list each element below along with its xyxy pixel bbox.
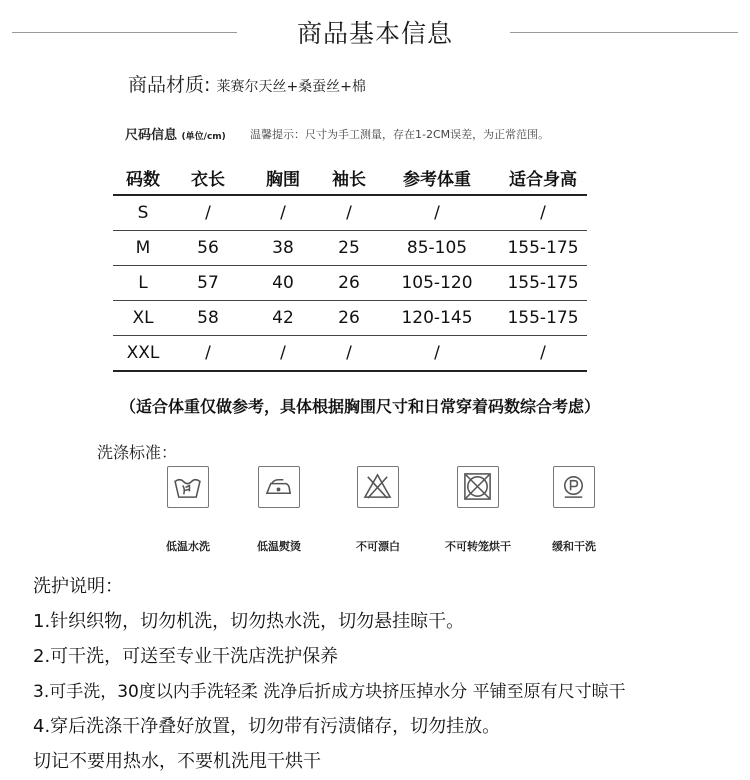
table-cell: S <box>113 195 173 231</box>
table-cell: / <box>375 195 499 231</box>
table-row <box>113 231 587 266</box>
header-cell: 衣长 <box>173 160 243 195</box>
low-temp-wash-icon <box>167 466 209 508</box>
table-cell: XL <box>113 301 173 336</box>
table-cell: M <box>113 231 173 266</box>
table-cell: 40 <box>243 266 323 301</box>
table-cell: 58 <box>173 301 243 336</box>
wash-icon-label: 缓和干洗 <box>552 540 596 553</box>
size-info-unit: (单位/cm) <box>181 132 226 142</box>
size-note: 温馨提示：尺寸为手工测量，存在1-2CM误差，为正常范围。 <box>250 128 550 141</box>
table-cell: / <box>323 195 375 231</box>
table-cell: 120-145 <box>375 301 499 336</box>
table-cell: 38 <box>243 231 323 266</box>
table-cell: / <box>375 336 499 372</box>
table-cell: 56 <box>173 231 243 266</box>
wash-standard-label: 洗涤标准： <box>97 443 178 462</box>
material-label: 商品材质: <box>128 74 211 96</box>
wash-icons-row <box>0 466 750 556</box>
size-info-label: 尺码信息 <box>125 128 178 143</box>
wash-icon-label: 不可漂白 <box>356 540 400 553</box>
table-cell: / <box>173 195 243 231</box>
wash-icon-label: 不可转笼烘干 <box>445 540 511 553</box>
table-cell: / <box>499 195 587 231</box>
no-tumble-dry-icon <box>457 466 499 508</box>
table-cell: 155-175 <box>499 301 587 336</box>
care-line: 切记不要用热水，不要机洗甩干烘干 <box>33 751 321 772</box>
table-cell: 25 <box>323 231 375 266</box>
size-info-heading <box>125 124 226 143</box>
header-cell: 参考体重 <box>375 160 499 195</box>
care-line: 2.可干洗，可送至专业干洗店洗护保养 <box>33 646 339 667</box>
table-cell: 26 <box>323 266 375 301</box>
material-value: 莱赛尔天丝+桑蚕丝+棉 <box>216 79 366 95</box>
table-cell: / <box>243 336 323 372</box>
table-cell: 26 <box>323 301 375 336</box>
table-row <box>113 301 587 336</box>
header-cell: 袖长 <box>323 160 375 195</box>
care-line: 3.可手洗，30度以内手洗轻柔 洗净后折成方块挤压掉水分 平铺至原有尺寸晾干 <box>33 682 626 702</box>
table-cell: 105-120 <box>375 266 499 301</box>
care-heading: 洗护说明： <box>33 576 123 597</box>
material-row <box>128 70 366 97</box>
low-temp-iron-icon <box>258 466 300 508</box>
size-advice: （适合体重仅做参考，具体根据胸围尺寸和日常穿着码数综合考虑） <box>119 397 600 416</box>
header-cell: 适合身高 <box>499 160 587 195</box>
header-cell: 码数 <box>113 160 173 195</box>
table-row <box>113 195 587 231</box>
care-line: 4.穿后洗涤干净叠好放置，切勿带有污渍储存，切勿挂放。 <box>33 716 501 737</box>
table-cell: 42 <box>243 301 323 336</box>
gentle-dry-clean-icon <box>553 466 595 508</box>
table-cell: L <box>113 266 173 301</box>
table-row <box>113 336 587 372</box>
care-line: 1.针织织物，切勿机洗，切勿热水洗，切勿悬挂晾干。 <box>33 611 465 632</box>
table-row <box>113 266 587 301</box>
table-cell: / <box>499 336 587 372</box>
table-cell: / <box>243 195 323 231</box>
size-table <box>113 160 587 372</box>
table-cell: 57 <box>173 266 243 301</box>
wash-icon-label: 低温熨烫 <box>257 540 301 553</box>
table-cell: XXL <box>113 336 173 372</box>
size-table-header <box>113 160 587 195</box>
wash-icon-label: 低温水洗 <box>166 540 210 553</box>
no-bleach-icon <box>357 466 399 508</box>
table-cell: 155-175 <box>499 231 587 266</box>
page-title: 商品基本信息 <box>296 19 453 48</box>
table-cell: 85-105 <box>375 231 499 266</box>
header-cell: 胸围 <box>243 160 323 195</box>
table-cell: / <box>323 336 375 372</box>
table-cell: 155-175 <box>499 266 587 301</box>
table-cell: / <box>173 336 243 372</box>
